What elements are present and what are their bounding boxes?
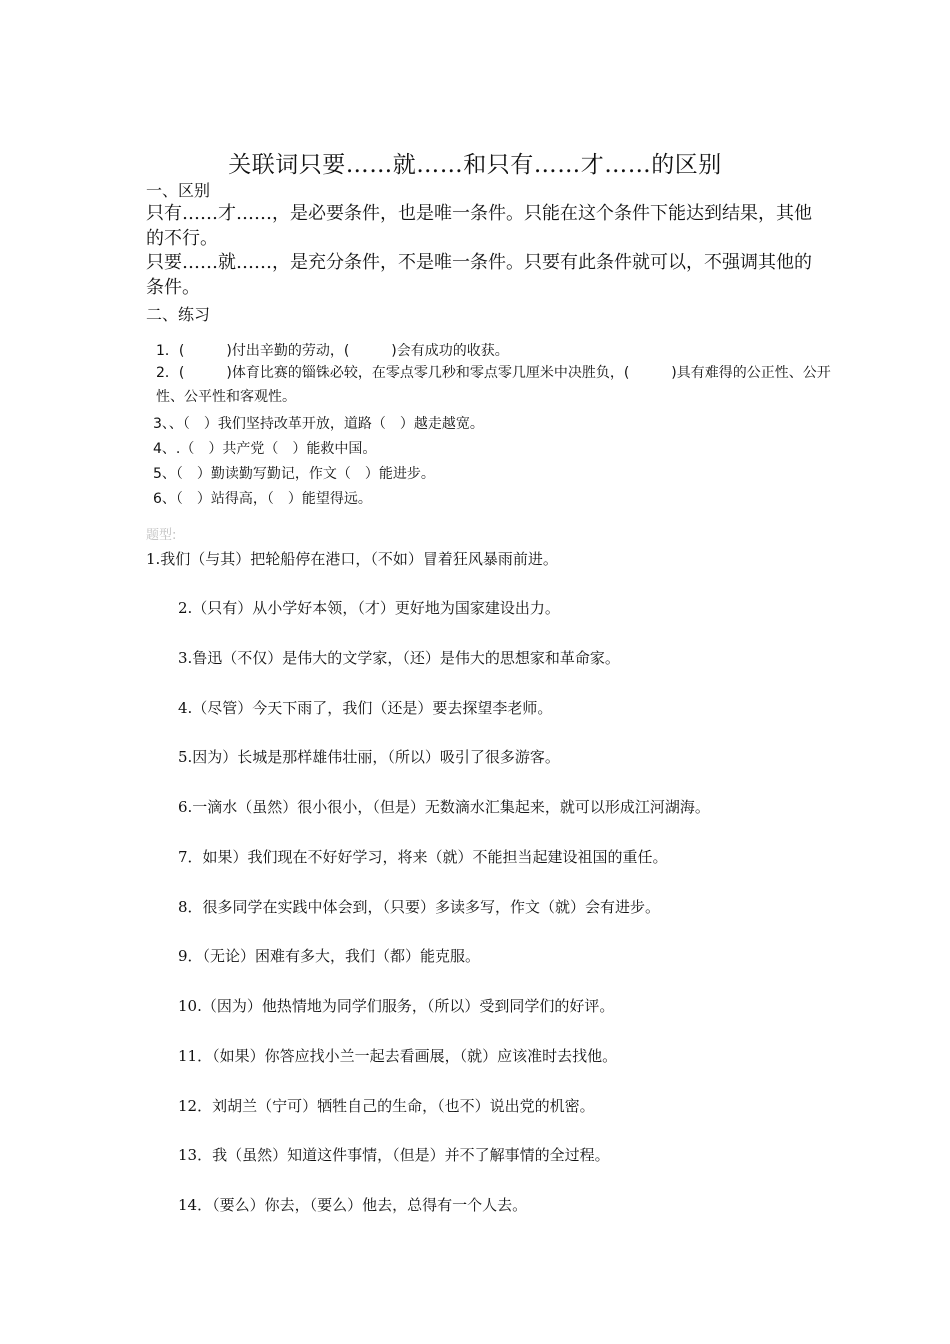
exercise-item: 6、（ ）站得高，（ ）能望得远。 <box>153 491 372 507</box>
document-title: 关联词只要……就……和只有……才……的区别 <box>228 152 722 178</box>
question-item: 9．（无论）困难有多大，我们（都）能克服。 <box>178 947 481 965</box>
question-item: 8．很多同学在实践中体会到，（只要）多读多写，作文（就）会有进步。 <box>178 898 661 916</box>
definition-as-long-as: 只要……就……，是充分条件，不是唯一条件。只要有此条件就可以，不强调其他的条件。 <box>146 252 812 298</box>
exercise-item: 2．( )体育比赛的锱铢必较，在零点零几秒和零点零几厘米中决胜负，( )具有难得的公正性、公开性、公平性和客观性。 <box>156 365 831 405</box>
exercise-item: 4、.（ ）共产党（ ）能救中国。 <box>153 441 377 457</box>
question-item: 1.我们（与其）把轮船停在港口，（不如）冒着狂风暴雨前进。 <box>146 550 558 568</box>
question-item: 14．（要么）你去，（要么）他去，总得有一个人去。 <box>178 1196 528 1214</box>
question-item: 3.鲁迅（不仅）是伟大的文学家，（还）是伟大的思想家和革命家。 <box>178 649 620 667</box>
question-item: 12．刘胡兰（宁可）牺牲自己的生命，（也不）说出党的机密。 <box>178 1097 595 1115</box>
section-heading-practice: 二、练习 <box>146 305 211 324</box>
exercise-item: 1．( )付出辛勤的劳动，( )会有成功的收获。 <box>156 343 509 359</box>
exercise-item: 5、（ ）勤读勤写勤记，作文（ ）能进步。 <box>153 466 435 482</box>
question-item: 5.因为）长城是那样雄伟壮丽，（所以）吸引了很多游客。 <box>178 748 560 766</box>
question-item: 10.（因为）他热情地为同学们服务，（所以）受到同学们的好评。 <box>178 997 615 1015</box>
question-item: 13．我（虽然）知道这件事情，（但是）并不了解事情的全过程。 <box>178 1146 610 1164</box>
question-item: 11．（如果）你答应找小兰一起去看画展，（就）应该准时去找他。 <box>178 1047 618 1065</box>
question-type-label: 题型: <box>146 528 177 543</box>
question-item: 4.（尽管）今天下雨了，我们（还是）要去探望李老师。 <box>178 699 553 717</box>
question-item: 6.一滴水（虽然）很小很小，（但是）无数滴水汇集起来，就可以形成江河湖海。 <box>178 798 710 816</box>
question-item: 7．如果）我们现在不好好学习，将来（就）不能担当起建设祖国的重任。 <box>178 848 668 866</box>
exercise-item: 3、、（ ）我们坚持改革开放，道路（ ）越走越宽。 <box>153 416 484 432</box>
section-heading-difference: 一、区别 <box>146 181 211 200</box>
definition-only-if: 只有……才……，是必要条件，也是唯一条件。只能在这个条件下能达到结果，其他的不行。 <box>146 203 812 249</box>
question-item: 2.（只有）从小学好本领，（才）更好地为国家建设出力。 <box>178 599 560 617</box>
